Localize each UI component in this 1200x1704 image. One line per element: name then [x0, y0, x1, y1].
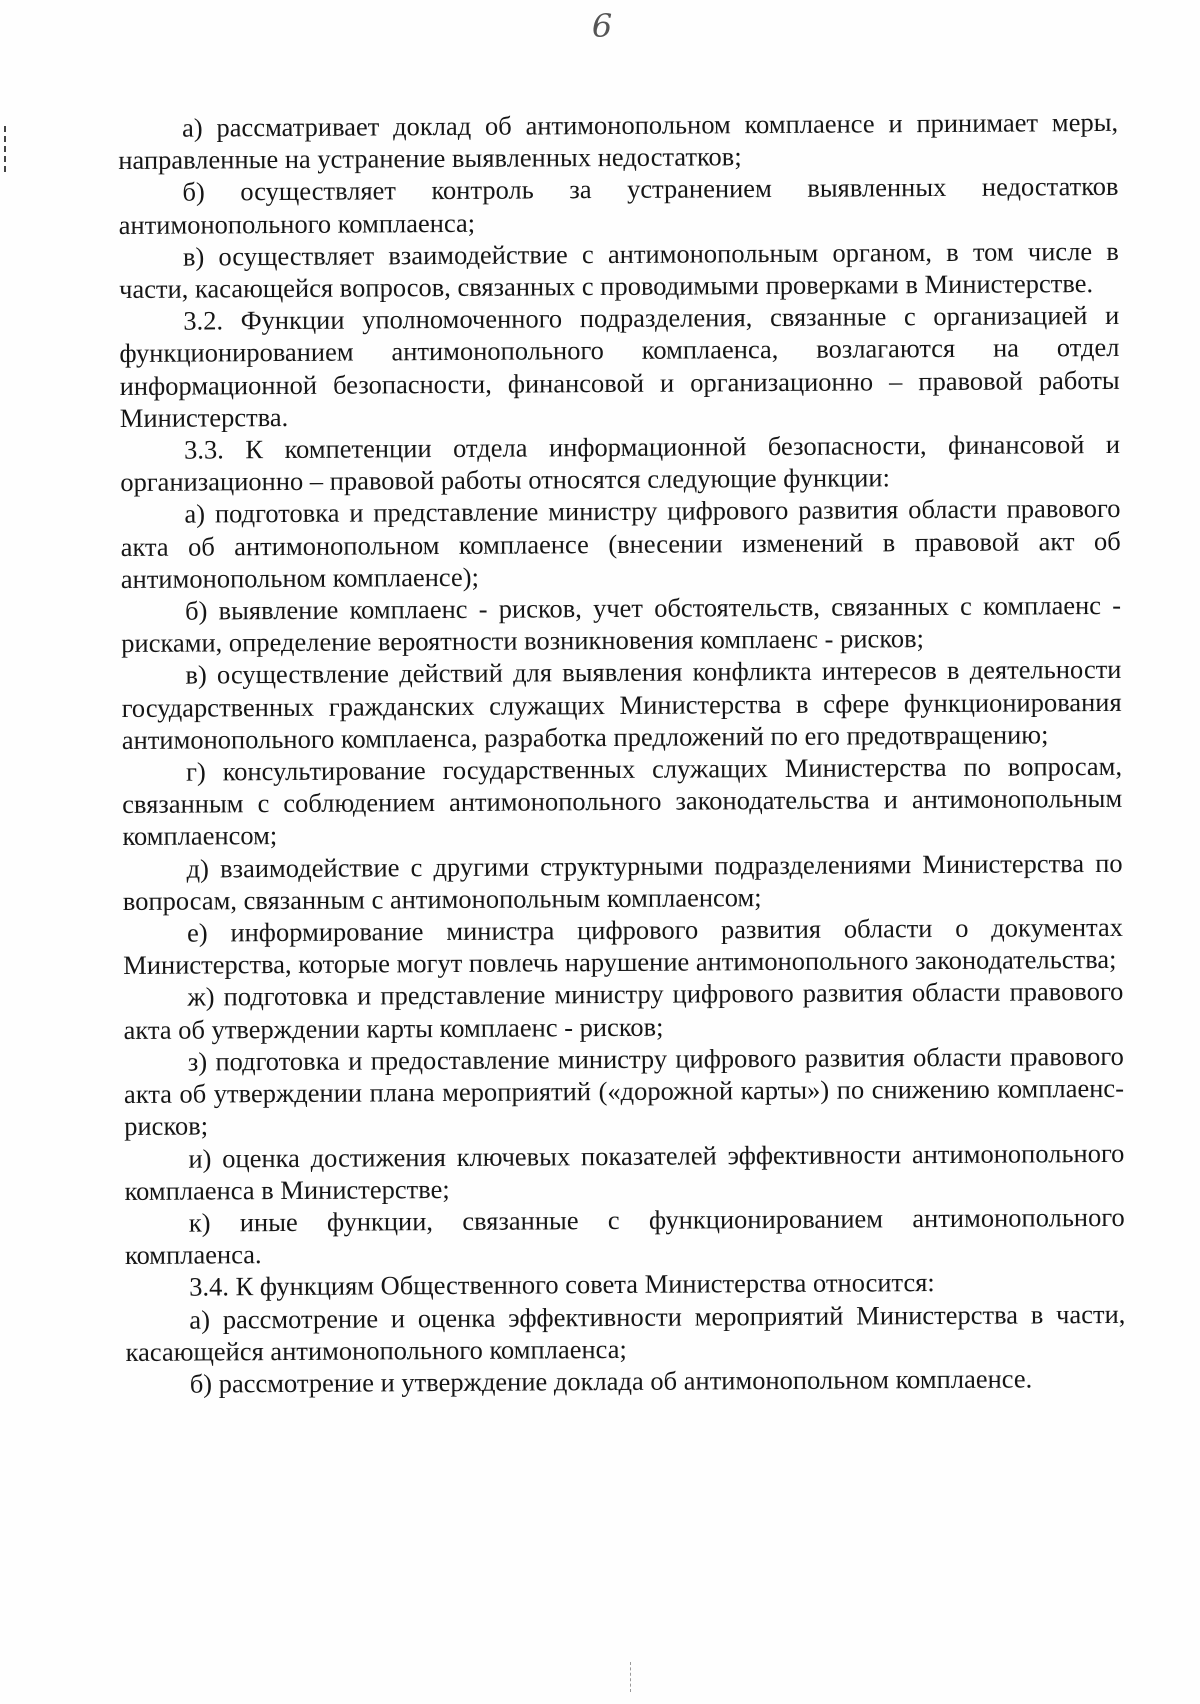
paragraph: б) выявление комплаенс - рисков, учет обстоятельств, связанных с комплаенс - рисками, определение вероятности возникновения комплаенс - рисков;	[121, 589, 1122, 659]
page-number: 6	[591, 7, 613, 45]
scan-margin-mark	[4, 126, 10, 172]
scan-fold-mark	[630, 1662, 633, 1692]
document-body	[118, 106, 1126, 1400]
paragraph: а) рассмотрение и оценка эффективности мероприятий Министерства в части, касающейся антимонопольного комплаенса;	[125, 1298, 1126, 1367]
paragraph: г) консультирование государственных служащих Министерства по вопросам, связанным с соблюдением антимонопольного законодательства и антимонопольным комплаенсом;	[122, 750, 1123, 852]
paragraph: 3.2. Функции уполномоченного подразделения, связанные с организацией и функционированием антимонопольного комплаенса, возлагаются на отдел информационной безопасности, финансовой и организационно – правовой работы Министерства.	[119, 300, 1120, 433]
paragraph: в) осуществляет взаимодействие с антимонопольным органом, в том числе в части, касающейся вопросов, связанных с проводимыми проверками в Министерстве.	[118, 235, 1119, 305]
paragraph: з) подготовка и предоставление министру цифрового развития области правового акта об утверждении плана мероприятий («дорожной карты») по снижению комплаенс-рисков;	[123, 1040, 1125, 1142]
paragraph: б) осуществляет контроль за устранением выявленных недостатков антимонопольного комплаенса;	[118, 171, 1119, 240]
paragraph: 3.4. К функциям Общественного совета Министерства относится:	[189, 1267, 935, 1302]
paragraph: 3.3. К компетенции отдела информационной безопасности, финансовой и организационно – правовой работы относятся следующие функции:	[120, 428, 1121, 498]
paragraph: и) оценка достижения ключевых показателей эффективности антимонопольного комплаенса в Министерстве;	[124, 1137, 1125, 1206]
paragraph: ж) подготовка и представление министру цифрового развития области правового акта об утверждении карты комплаенс - рисков;	[123, 976, 1124, 1045]
paragraph: а) подготовка и представление министру цифрового развития области правового акта об антимонопольном комплаенсе (внесении изменений в правовой акт об антимонопольном комплаенсе);	[120, 493, 1121, 594]
paragraph: а) рассматривает доклад об антимонопольном комплаенсе и принимает меры, направленные на устранение выявленных недостатков;	[118, 106, 1119, 176]
paragraph: б) рассмотрение и утверждение доклада об антимонопольном комплаенсе.	[189, 1363, 1033, 1399]
paragraph: к) иные функции, связанные с функционированием антимонопольного комплаенса.	[124, 1201, 1125, 1271]
paragraph: е) информирование министра цифрового развития области о документах Министерства, которые могут повлечь нарушение антимонопольного законодательства;	[123, 911, 1124, 981]
paragraph: д) взаимодействие с другими структурными подразделениями Министерства по вопросам, связанным с антимонопольным комплаенсом;	[122, 847, 1123, 916]
paragraph: в) осуществление действий для выявления конфликта интересов в деятельности государственных гражданских служащих Министерства в сфере функционирования антимонопольного комплаенса, разработка предложений по его предотвращению;	[121, 654, 1122, 755]
